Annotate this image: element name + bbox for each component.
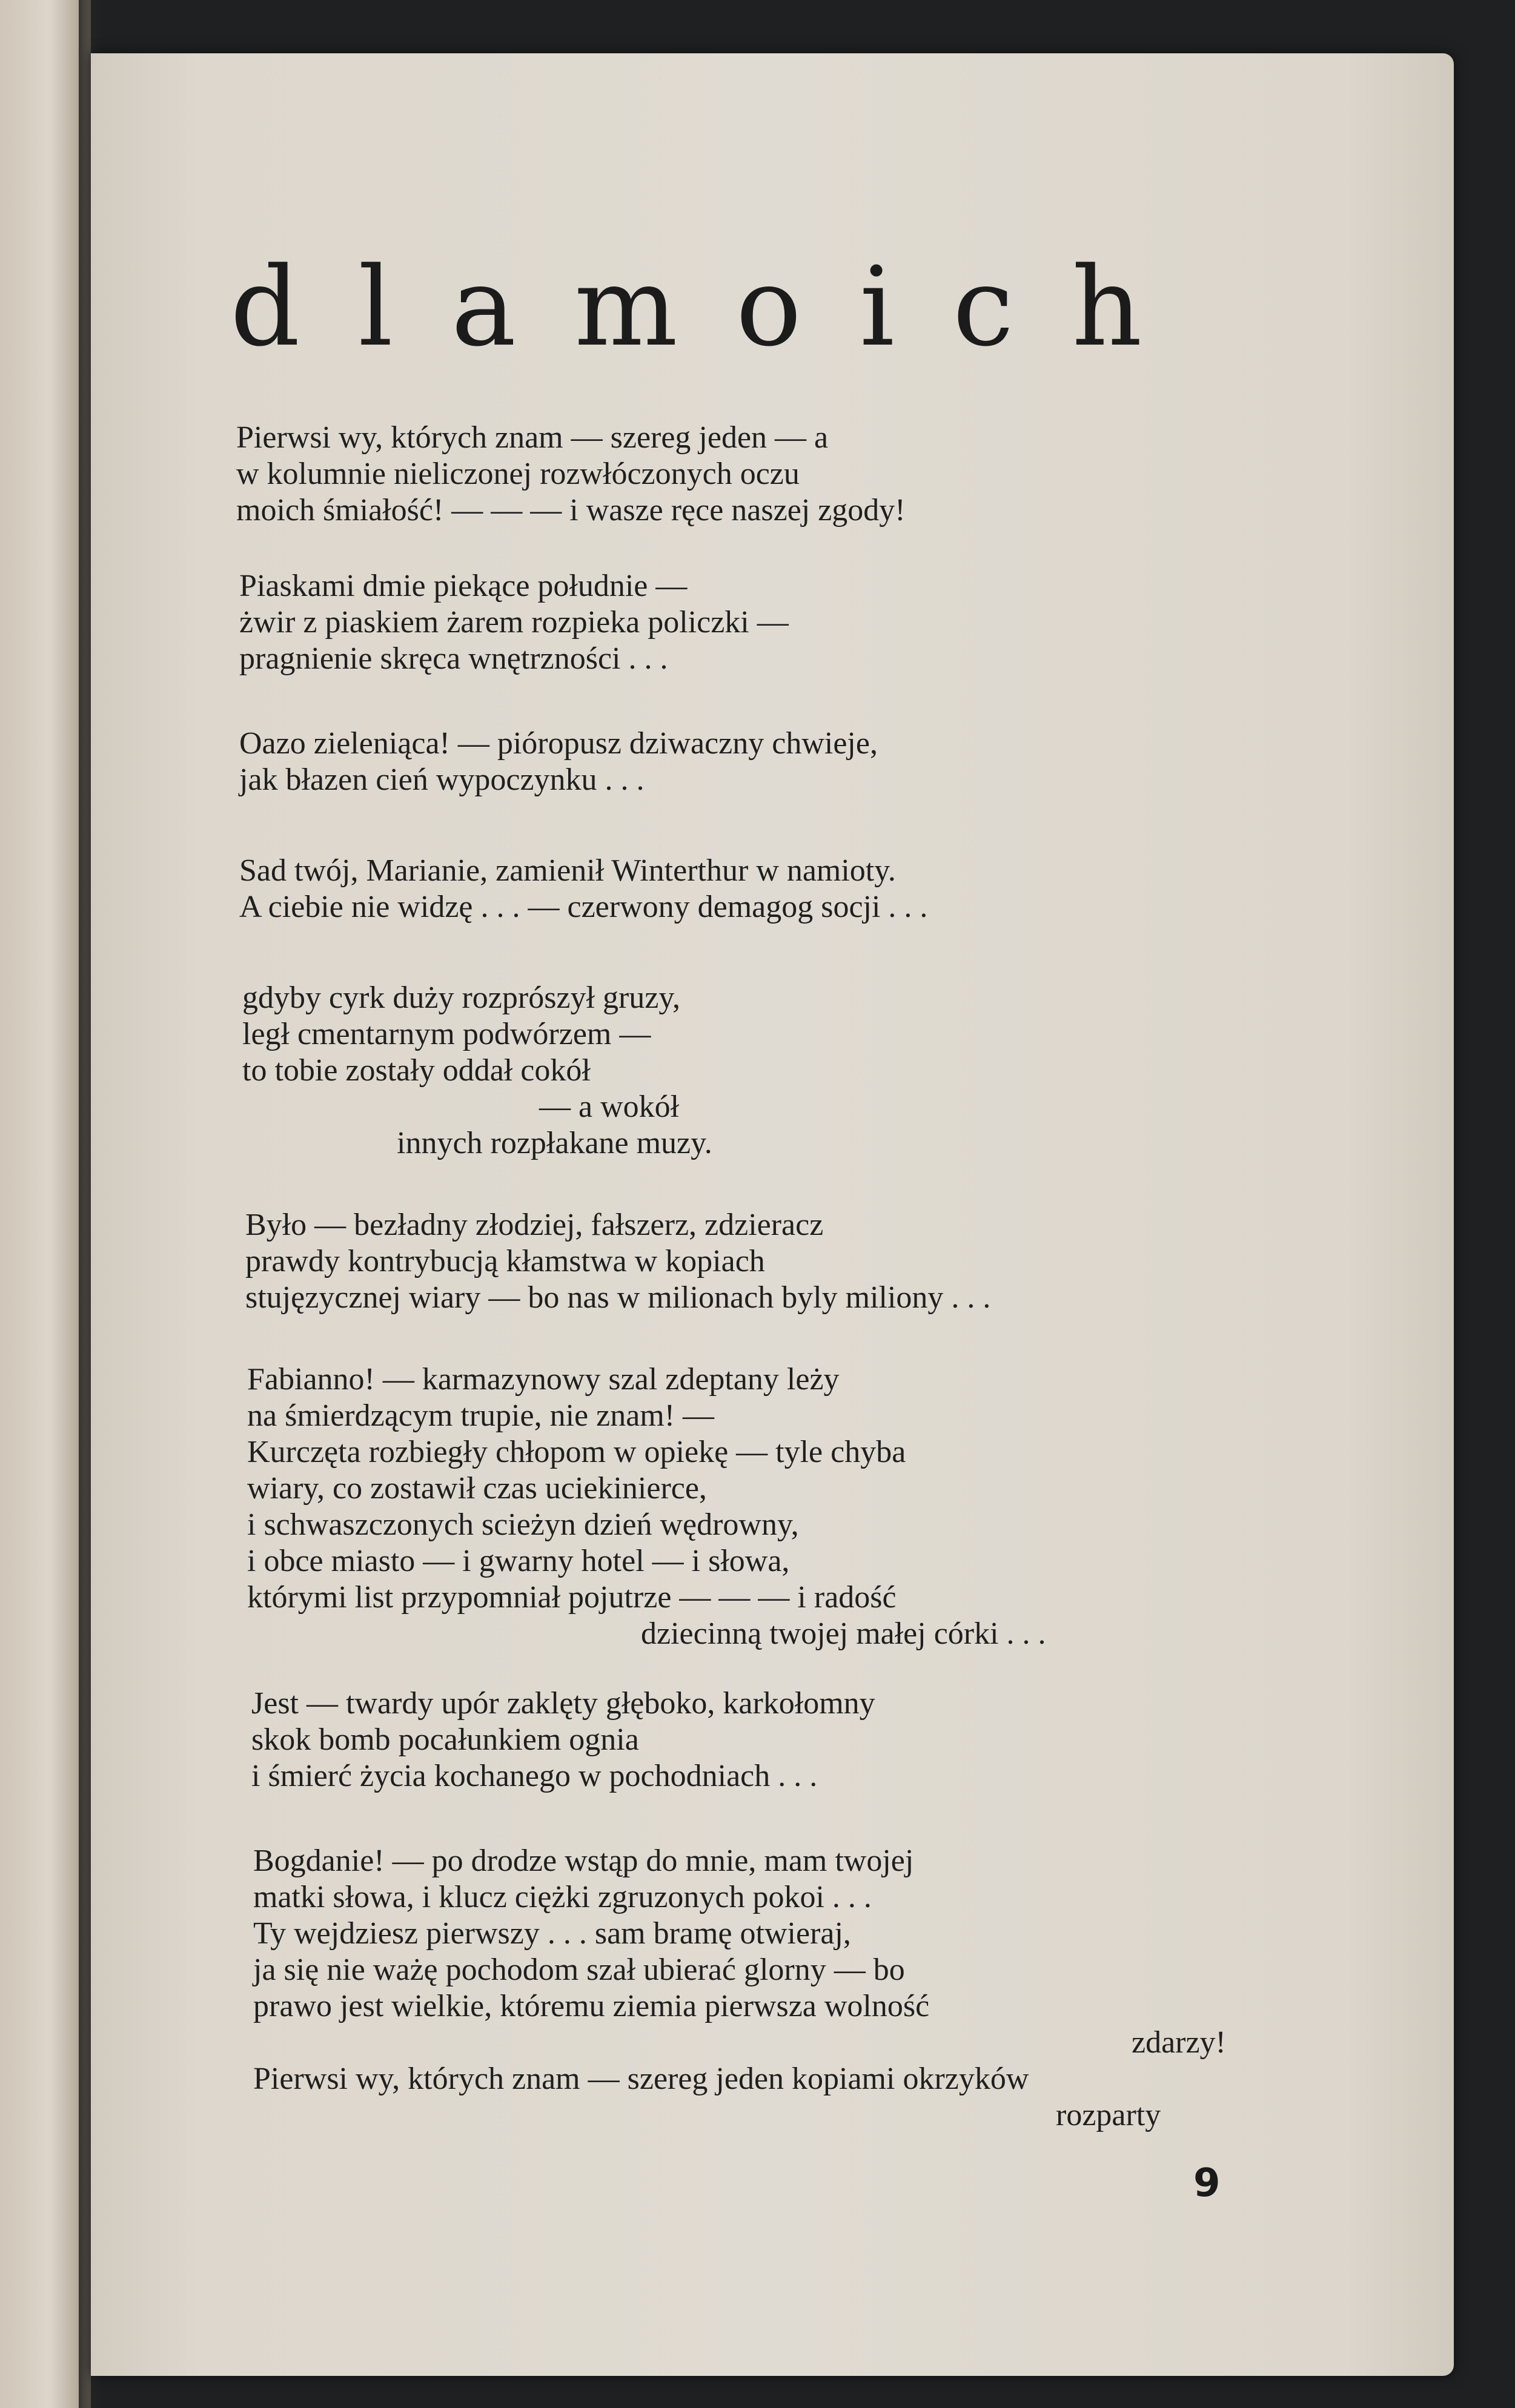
poem-line: Sad twój, Marianie, zamienił Winterthur w namioty. — [239, 853, 896, 888]
poem-line: innych rozpłakane muzy. — [397, 1126, 712, 1160]
poem-line: i schwaszczonych scieżyn dzień wędrowny, — [247, 1507, 799, 1542]
previous-page-edge — [0, 0, 91, 2408]
stanza-8 — [251, 1685, 875, 1794]
poem-line: zdarzy! — [1132, 2025, 1226, 2060]
poem-line: Pierwsi wy, których znam — szereg jeden — a — [236, 420, 829, 455]
poem-title: dlamoich — [230, 244, 1201, 371]
poem-line: Było — bezładny złodziej, fałszerz, zdzieracz — [245, 1208, 824, 1242]
poem-line: legł cmentarnym podwórzem — — [242, 1017, 651, 1051]
poem-line: — a wokół — [539, 1090, 680, 1124]
poem-line: rozparty — [1056, 2098, 1161, 2132]
poem-line: stujęzycznej wiary — bo nas w milionach byly miliony . . . — [245, 1280, 991, 1315]
poem-line: żwir z piaskiem żarem rozpieka policzki — — [239, 605, 789, 640]
poem-line: Jest — twardy upór zaklęty głęboko, karkołomny — [251, 1686, 875, 1721]
poem-line: prawdy kontrybucją kłamstwa w kopiach — [245, 1244, 765, 1278]
poem-line: na śmierdzącym trupie, nie znam! — — [247, 1398, 715, 1433]
poem-line: i śmierć życia kochanego w pochodniach . . . — [251, 1759, 818, 1793]
poem-line: A ciebie nie widzę . . . — czerwony demagog socji . . . — [239, 890, 928, 924]
poem-line: jak błazen cień wypoczynku . . . — [239, 762, 645, 797]
poem-line: wiary, co zostawił czas uciekinierce, — [247, 1471, 707, 1506]
poem-line: Oazo zieleniąca! — pióropusz dziwaczny chwieje, — [239, 726, 878, 761]
stanza-4 — [239, 853, 927, 925]
poem-line: Piaskami dmie piekące południe — — [239, 569, 688, 603]
poem-line: Bogdanie! — po drodze wstąp do mnie, mam twojej — [253, 1844, 914, 1878]
poem-line: ja się nie ważę pochodom szał ubierać glorny — bo — [253, 1953, 905, 1987]
poem-line: w kolumnie nieliczonej rozwłóczonych oczu — [236, 457, 800, 491]
poem-line: moich śmiałość! — — — i wasze ręce naszej zgody! — [236, 493, 906, 528]
poem-line: Fabianno! — karmazynowy szal zdeptany leży — [247, 1362, 840, 1397]
poem-line: dziecinną twojej małej córki . . . — [641, 1616, 1046, 1651]
poem-line: którymi list przypomniał pojutrze — — — i radość — [247, 1580, 897, 1615]
poem-line: gdyby cyrk duży rozprószył gruzy, — [242, 981, 680, 1015]
book-page — [91, 53, 1454, 2376]
poem-line: Kurczęta rozbiegły chłopom w opiekę — tyle chyba — [247, 1435, 906, 1469]
stanza-3 — [239, 726, 878, 798]
page-number: 9 — [1193, 2161, 1221, 2206]
poem-line: to tobie zostały oddał cokół — [242, 1053, 591, 1088]
poem-line: i obce miasto — i gwarny hotel — i słowa, — [247, 1544, 790, 1578]
stanza-7 — [247, 1361, 1046, 1652]
poem-line: pragnienie skręca wnętrzności . . . — [239, 641, 668, 676]
stanza-2 — [239, 568, 789, 677]
poem-line: skok bomb pocałunkiem ognia — [251, 1722, 639, 1757]
poem-line: Pierwsi wy, których znam — szereg jeden kopiami okrzyków — [253, 2062, 1029, 2096]
poem-line: prawo jest wielkie, któremu ziemia pierwsza wolność — [253, 1989, 930, 2023]
stanza-9 — [253, 1843, 1226, 2134]
stanza-1 — [236, 420, 906, 529]
poem-line: Ty wejdziesz pierwszy . . . sam bramę otwieraj, — [253, 1916, 851, 1951]
poem-line: matki słowa, i klucz ciężki zgruzonych pokoi . . . — [253, 1880, 872, 1914]
stanza-5 — [242, 980, 712, 1162]
stanza-6 — [245, 1207, 990, 1316]
